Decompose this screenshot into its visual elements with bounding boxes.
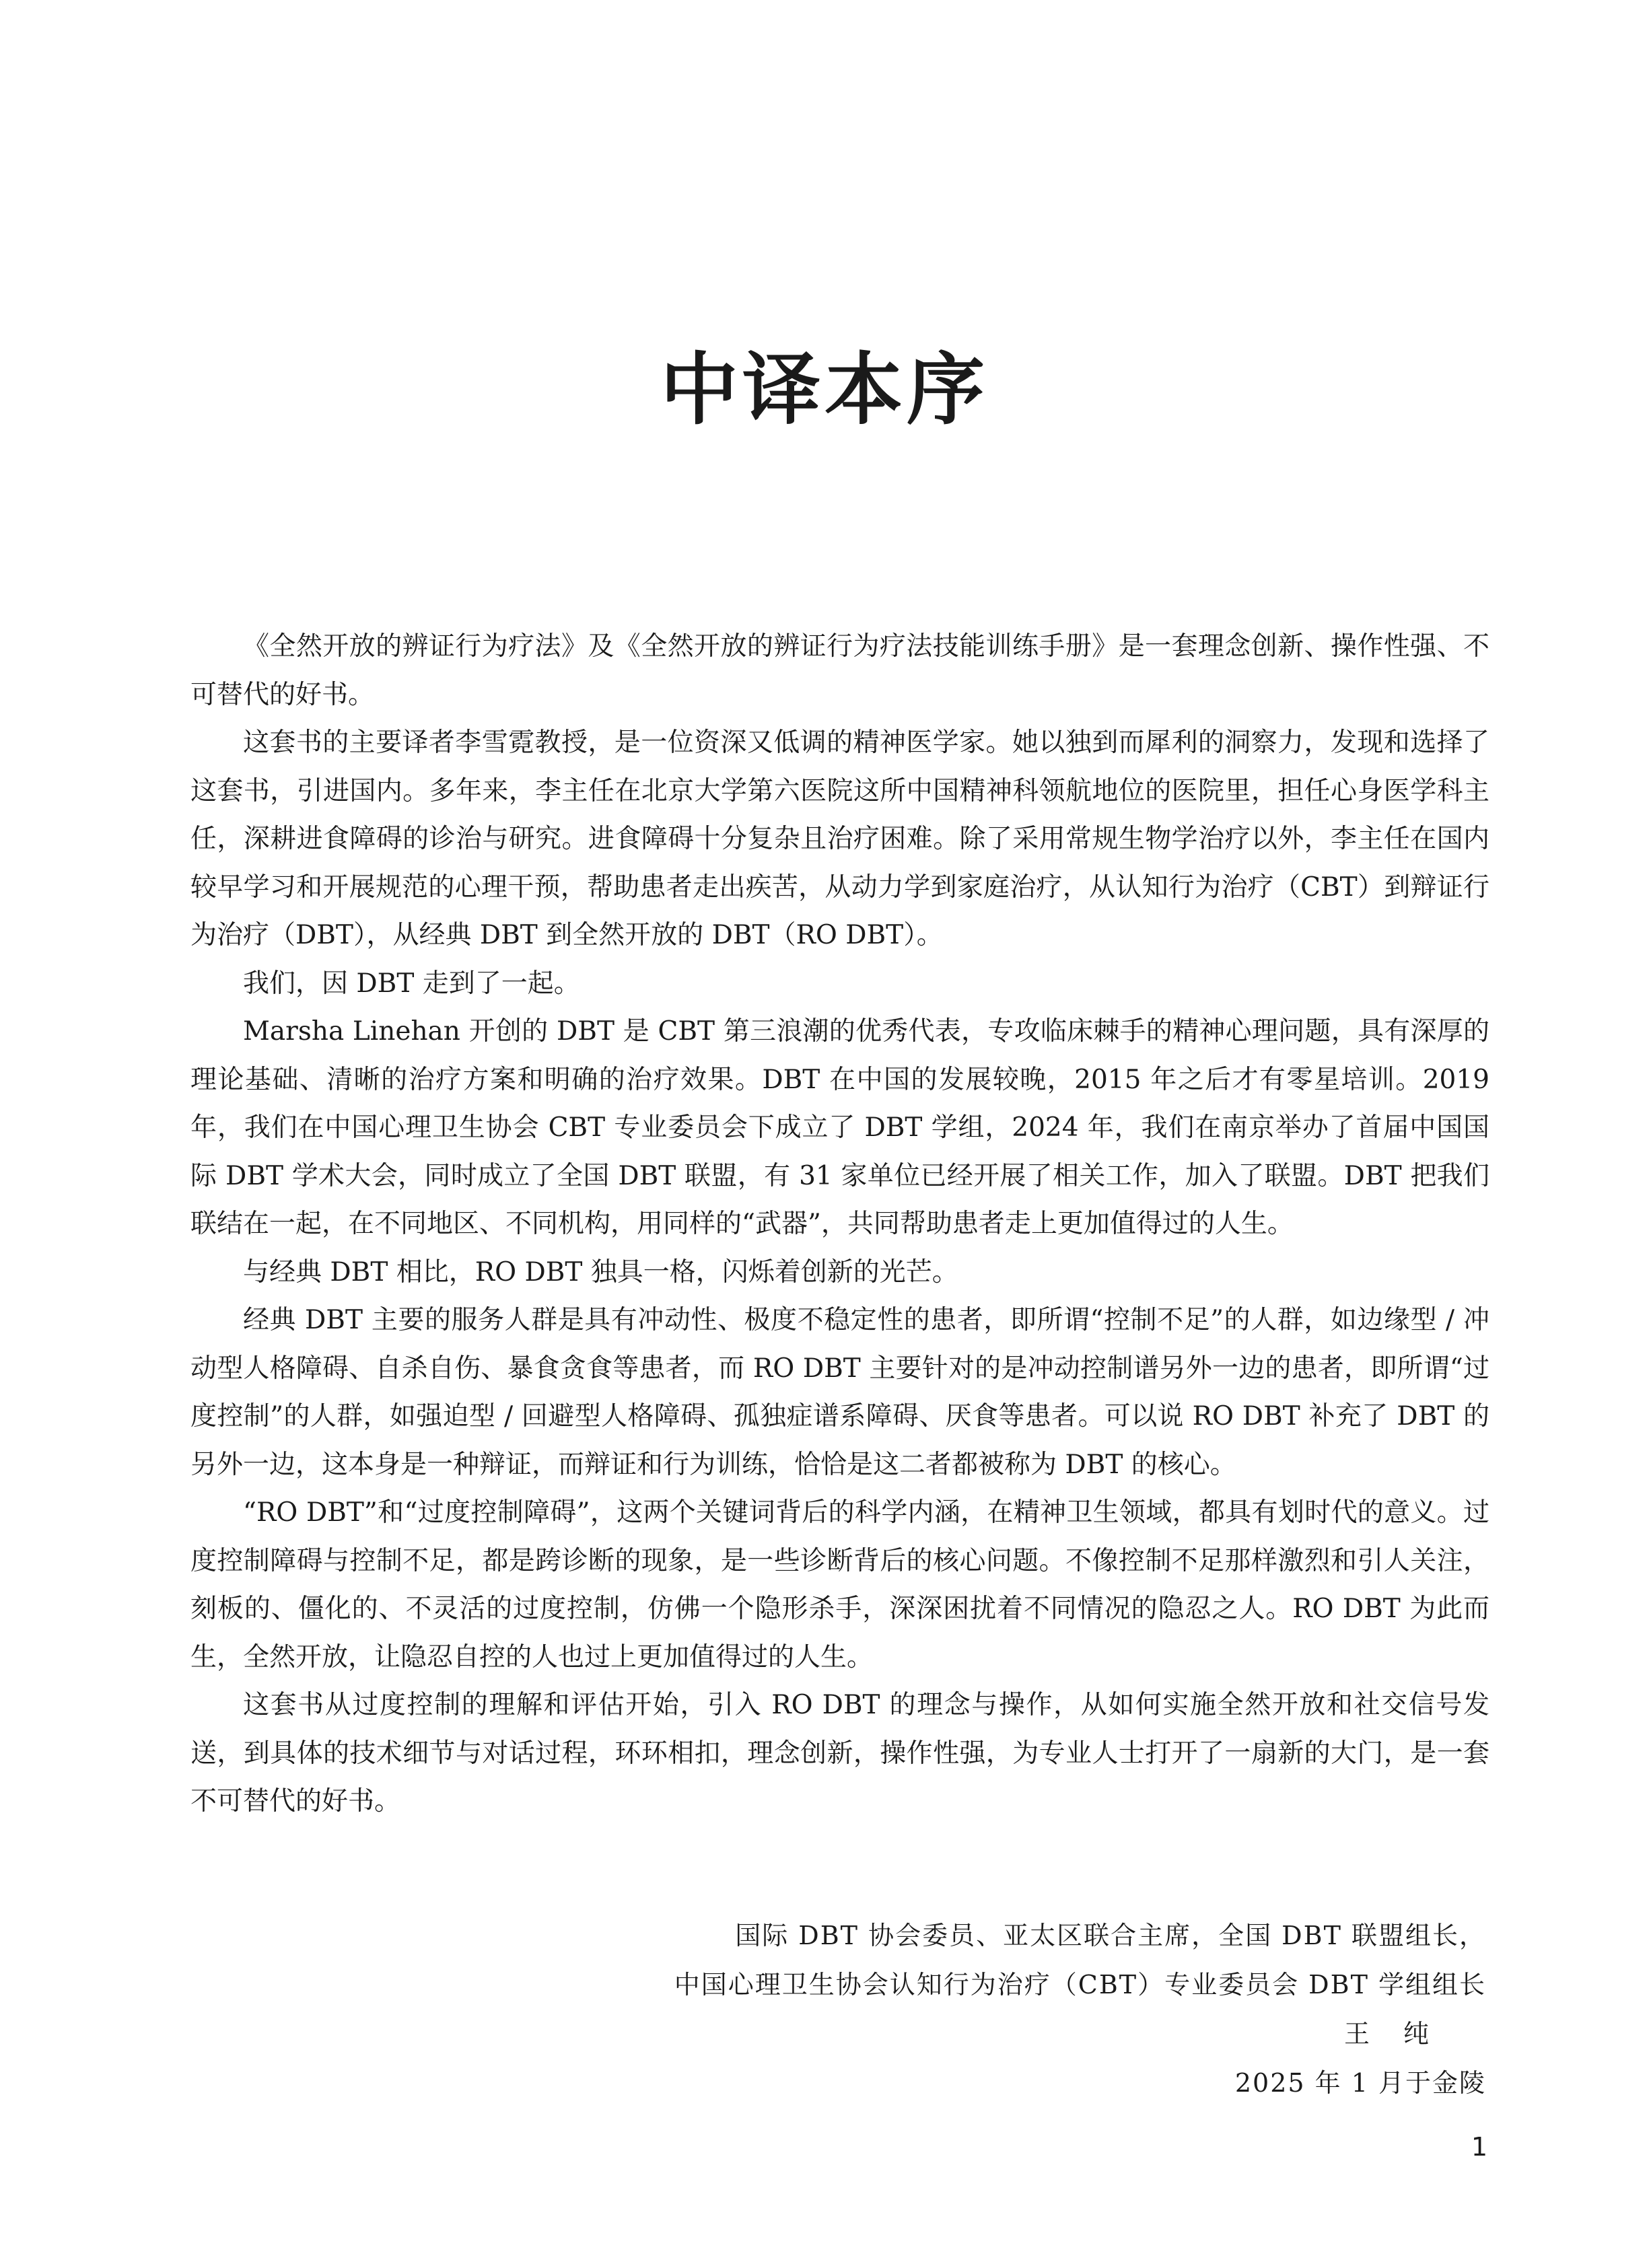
paragraph-2: 这套书的主要译者李雪霓教授，是一位资深又低调的精神医学家。她以独到而犀利的洞察力，发现和选择了这套书，引进国内。多年来，李主任在北京大学第六医院这所中国精神科领航地位的医院里，担任心身医学科主任，深耕进食障碍的诊治与研究。进食障碍十分复杂且治疗困难。除了采用常规生物学治疗以外，李主任在国内较早学习和开展规范的心理干预，帮助患者走出疾苦，从动力学到家庭治疗，从认知行为治疗（CBT）到辩证行为治疗（DBT），从经典 DBT 到全然开放的 DBT（RO DBT）。 <box>190 728 1489 950</box>
author-name-char-1: 王 <box>1343 2019 1370 2049</box>
signature-date: 2025 年 1 月于金陵 <box>1234 2068 1486 2098</box>
author-name <box>674 2010 1486 2059</box>
page-title: 中译本序 <box>660 345 989 435</box>
paragraph-1: 《全然开放的辨证行为疗法》及《全然开放的辨证行为疗法技能训练手册》是一套理念创新、操作性强、不可替代的好书。 <box>190 631 1489 710</box>
paragraph-3: 我们，因 DBT 走到了一起。 <box>243 968 580 999</box>
paragraph-7: “RO DBT”和“过度控制障碍”，这两个关键词背后的科学内涵，在精神卫生领域，都具有划时代的意义。过度控制障碍与控制不足，都是跨诊断的现象，是一些诊断背后的核心问题。不像控制不足那样激烈和引人关注，刻板的、僵化的、不灵活的过度控制，仿佛一个隐形杀手，深深困扰着不同情况的隐忍之人。RO DBT 为此而生，全然开放，让隐忍自控的人也过上更加值得过的人生。 <box>190 1497 1489 1672</box>
preface-body <box>190 623 1489 1826</box>
signature-title-line-2: 中国心理卫生协会认知行为治疗（CBT）专业委员会 DBT 学组组长 <box>674 1970 1486 1999</box>
paragraph-6: 经典 DBT 主要的服务人群是具有冲动性、极度不稳定性的患者，即所谓“控制不足”的人群，如边缘型 / 冲动型人格障碍、自杀自伤、暴食贪食等患者，而 RO DBT 主要针对的是冲动控制谱另外一边的患者，即所谓“过度控制”的人群，如强迫型 / 回避型人格障碍、孤独症谱系障碍、厌食等患者。可以说 RO DBT 补充了 DBT 的另外一边，这本身是一种辩证，而辩证和行为训练，恰恰是这二者都被称为 DBT 的核心。 <box>190 1305 1489 1480</box>
paragraph-5: 与经典 DBT 相比，RO DBT 独具一格，闪烁着创新的光芒。 <box>243 1256 958 1287</box>
paragraph-8: 这套书从过度控制的理解和评估开始，引入 RO DBT 的理念与操作，从如何实施全然开放和社交信号发送，到具体的技术细节与对话过程，环环相扣，理念创新，操作性强，为专业人士打开了一扇新的大门，是一套不可替代的好书。 <box>190 1690 1489 1816</box>
page-number: 1 <box>1471 2132 1487 2162</box>
author-name-char-2: 纯 <box>1403 2019 1429 2049</box>
signature-title-line-1: 国际 DBT 协会委员、亚太区联合主席，全国 DBT 联盟组长， <box>735 1921 1486 1950</box>
paragraph-4: Marsha Linehan 开创的 DBT 是 CBT 第三浪潮的优秀代表，专攻临床棘手的精神心理问题，具有深厚的理论基础、清晰的治疗方案和明确的治疗效果。DBT 在中国的发展较晚，2015 年之后才有零星培训。2019 年，我们在中国心理卫生协会 CBT 专业委员会下成立了 DBT 学组，2024 年，我们在南京举办了首届中国国际 DBT 学术大会，同时成立了全国 DBT 联盟，有 31 家单位已经开展了相关工作，加入了联盟。DBT 把我们联结在一起，在不同地区、不同机构，用同样的“武器”，共同帮助患者走上更加值得过的人生。 <box>190 1016 1489 1239</box>
signature-block <box>674 1911 1486 2108</box>
